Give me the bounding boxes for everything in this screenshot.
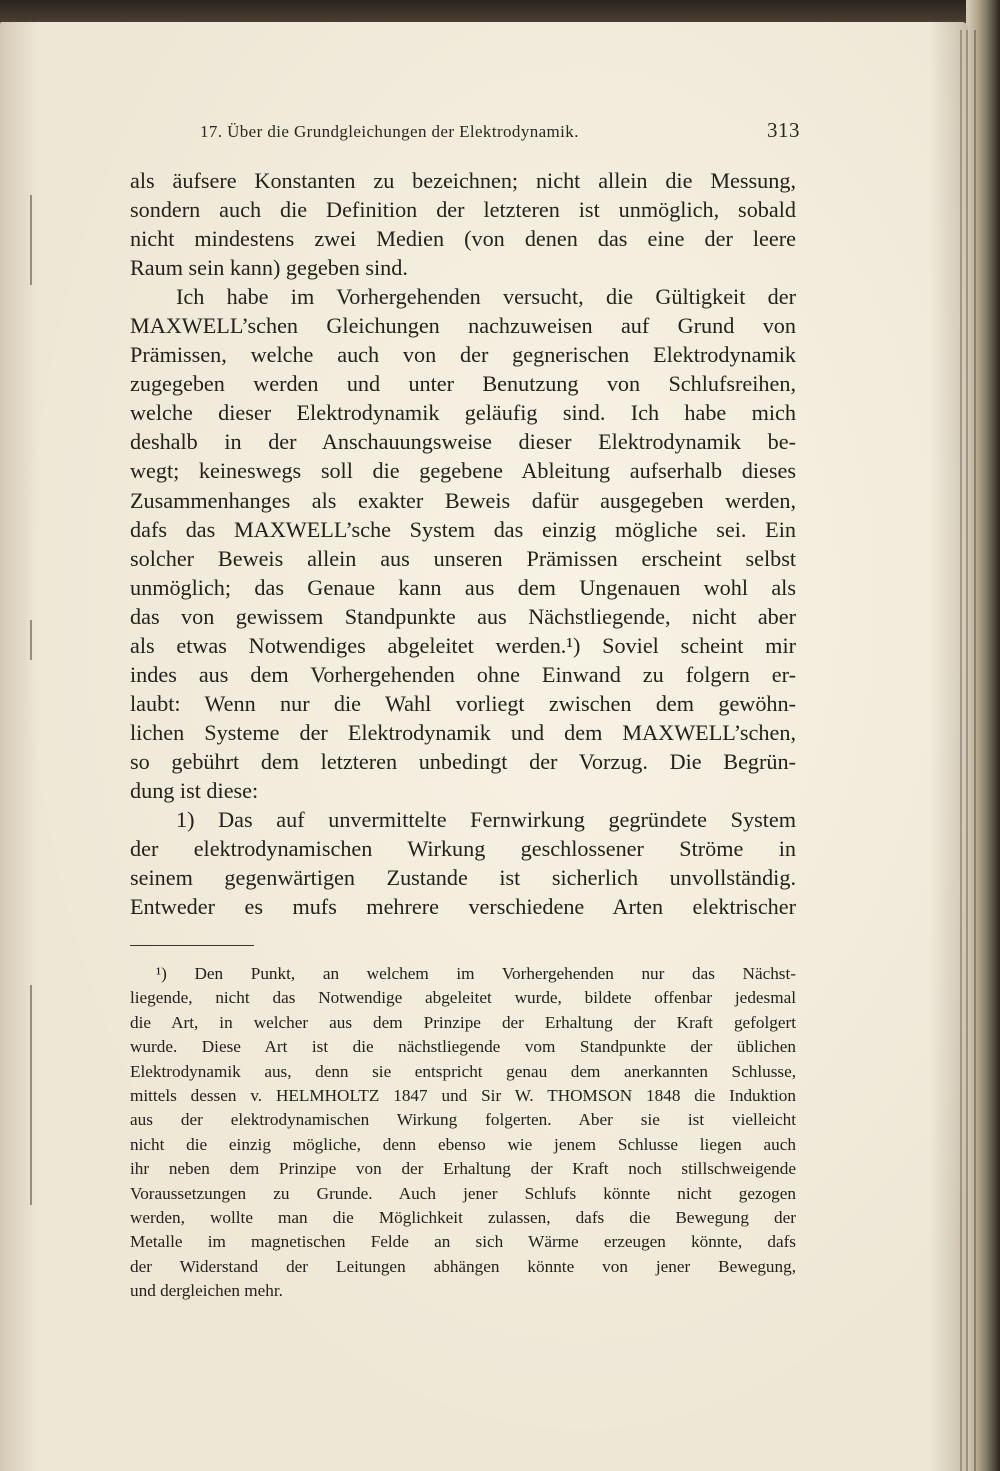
page-number: 313 bbox=[767, 118, 800, 142]
text-line: MAXWELL’schen Gleichungen nachzuweisen auf Grund von bbox=[130, 313, 796, 339]
text-line: lichen Systeme der Elektrodynamik und dem MAXWELL’schen, bbox=[130, 719, 796, 745]
footnote-line: ¹) Den Punkt, an welchem im Vorhergehenden nur das Nächst- bbox=[156, 964, 796, 983]
text-line: zugegeben werden und unter Benutzung von Schlufsreihen, bbox=[130, 371, 796, 397]
running-title: 17. Über die Grundgleichungen der Elektrodynamik. bbox=[200, 122, 579, 141]
text-line: sondern auch die Definition der letzteren ist unmöglich, sobald bbox=[130, 197, 796, 223]
text-line: 1) Das auf unvermittelte Fernwirkung gegründete System bbox=[176, 807, 796, 833]
footnote-separator bbox=[130, 945, 254, 946]
footnote-line: liegende, nicht das Notwendige abgeleitet wurde, bildete offenbar jedesmal bbox=[130, 988, 796, 1008]
footnote-block bbox=[130, 962, 796, 1303]
text-line: das von gewissem Standpunkte aus Nächstliegende, nicht aber bbox=[130, 603, 796, 629]
text-line: als äufsere Konstanten zu bezeichnen; nicht allein die Messung, bbox=[130, 168, 796, 193]
text-line: Entweder es mufs mehrere verschiedene Arten elektrischer bbox=[130, 894, 796, 920]
text-line: wegt; keineswegs soll die gegebene Ableitung aufserhalb dieses bbox=[130, 458, 796, 484]
text-line: welche dieser Elektrodynamik geläufig sind. Ich habe mich bbox=[130, 400, 796, 426]
footnote-line: Voraussetzungen zu Grunde. Auch jener Schlufs könnte nicht gezogen bbox=[130, 1183, 796, 1203]
text-line: nicht mindestens zwei Medien (von denen das eine der leere bbox=[130, 226, 796, 252]
text-line: Raum sein kann) gegeben sind. bbox=[130, 255, 408, 281]
running-header bbox=[200, 118, 800, 148]
text-line: so gebührt dem letzteren unbedingt der Vorzug. Die Begrün- bbox=[130, 748, 796, 774]
footnote-line: ihr neben dem Prinzipe von der Erhaltung der Kraft noch stillschweigende bbox=[130, 1159, 796, 1179]
text-line: laubt: Wenn nur die Wahl vorliegt zwischen dem gewöhn- bbox=[130, 690, 796, 716]
binding-shadow-mark bbox=[30, 985, 32, 1205]
text-line: seinem gegenwärtigen Zustande ist sicherlich unvollständig. bbox=[130, 865, 796, 891]
footnote-line: der Widerstand der Leitungen abhängen könnte von jener Bewegung, bbox=[130, 1256, 796, 1276]
binding-shadow-mark bbox=[30, 620, 32, 660]
footnote-line: werden, wollte man die Möglichkeit zulassen, dafs die Bewegung der bbox=[130, 1207, 796, 1227]
footnote-line: Metalle im magnetischen Felde an sich Wärme erzeugen könnte, dafs bbox=[130, 1232, 796, 1252]
footnote-line: mittels dessen v. HELMHOLTZ 1847 und Sir W. THOMSON 1848 die Induktion bbox=[130, 1085, 796, 1105]
footnote-line: nicht die einzig mögliche, denn ebenso wie jenem Schlusse liegen auch bbox=[130, 1134, 796, 1154]
text-line: Zusammenhanges als exakter Beweis dafür ausgegeben werden, bbox=[130, 487, 796, 513]
page-stack-line bbox=[974, 30, 976, 1471]
text-line: unmöglich; das Genaue kann aus dem Ungenauen wohl als bbox=[130, 574, 796, 600]
text-line: Prämissen, welche auch von der gegnerischen Elektrodynamik bbox=[130, 342, 796, 368]
text-line: Ich habe im Vorhergehenden versucht, die Gültigkeit der bbox=[176, 284, 796, 310]
text-line: indes aus dem Vorhergehenden ohne Einwand zu folgern er- bbox=[130, 661, 796, 687]
footnote-line: Elektrodynamik aus, denn sie entspricht genau dem anerkannten Schlusse, bbox=[130, 1061, 796, 1081]
main-text bbox=[130, 166, 796, 921]
page-stack-line bbox=[966, 30, 968, 1471]
text-line: solcher Beweis allein aus unseren Prämissen erscheint selbst bbox=[130, 545, 796, 571]
text-line: dung ist diese: bbox=[130, 777, 259, 803]
footnote-line: wurde. Diese Art ist die nächstliegende vom Standpunkte der üblichen bbox=[130, 1037, 796, 1057]
footnote-line: aus der elektrodynamischen Wirkung folgerten. Aber sie ist vielleicht bbox=[130, 1110, 796, 1130]
text-line: als etwas Notwendiges abgeleitet werden.¹) Soviel scheint mir bbox=[130, 632, 796, 658]
text-line: deshalb in der Anschauungsweise dieser Elektrodynamik be- bbox=[130, 429, 796, 455]
binding-shadow-mark bbox=[30, 195, 32, 285]
footnote-line: die Art, in welcher aus dem Prinzipe der Erhaltung der Kraft gefolgert bbox=[130, 1012, 796, 1032]
page-stack-line bbox=[960, 30, 962, 1471]
book-page-edges-right bbox=[966, 0, 1000, 1471]
footnote-line: und dergleichen mehr. bbox=[130, 1281, 283, 1301]
text-line: der elektrodynamischen Wirkung geschlossener Ströme in bbox=[130, 836, 796, 862]
text-line: dafs das MAXWELL’sche System das einzig mögliche sei. Ein bbox=[130, 516, 796, 542]
